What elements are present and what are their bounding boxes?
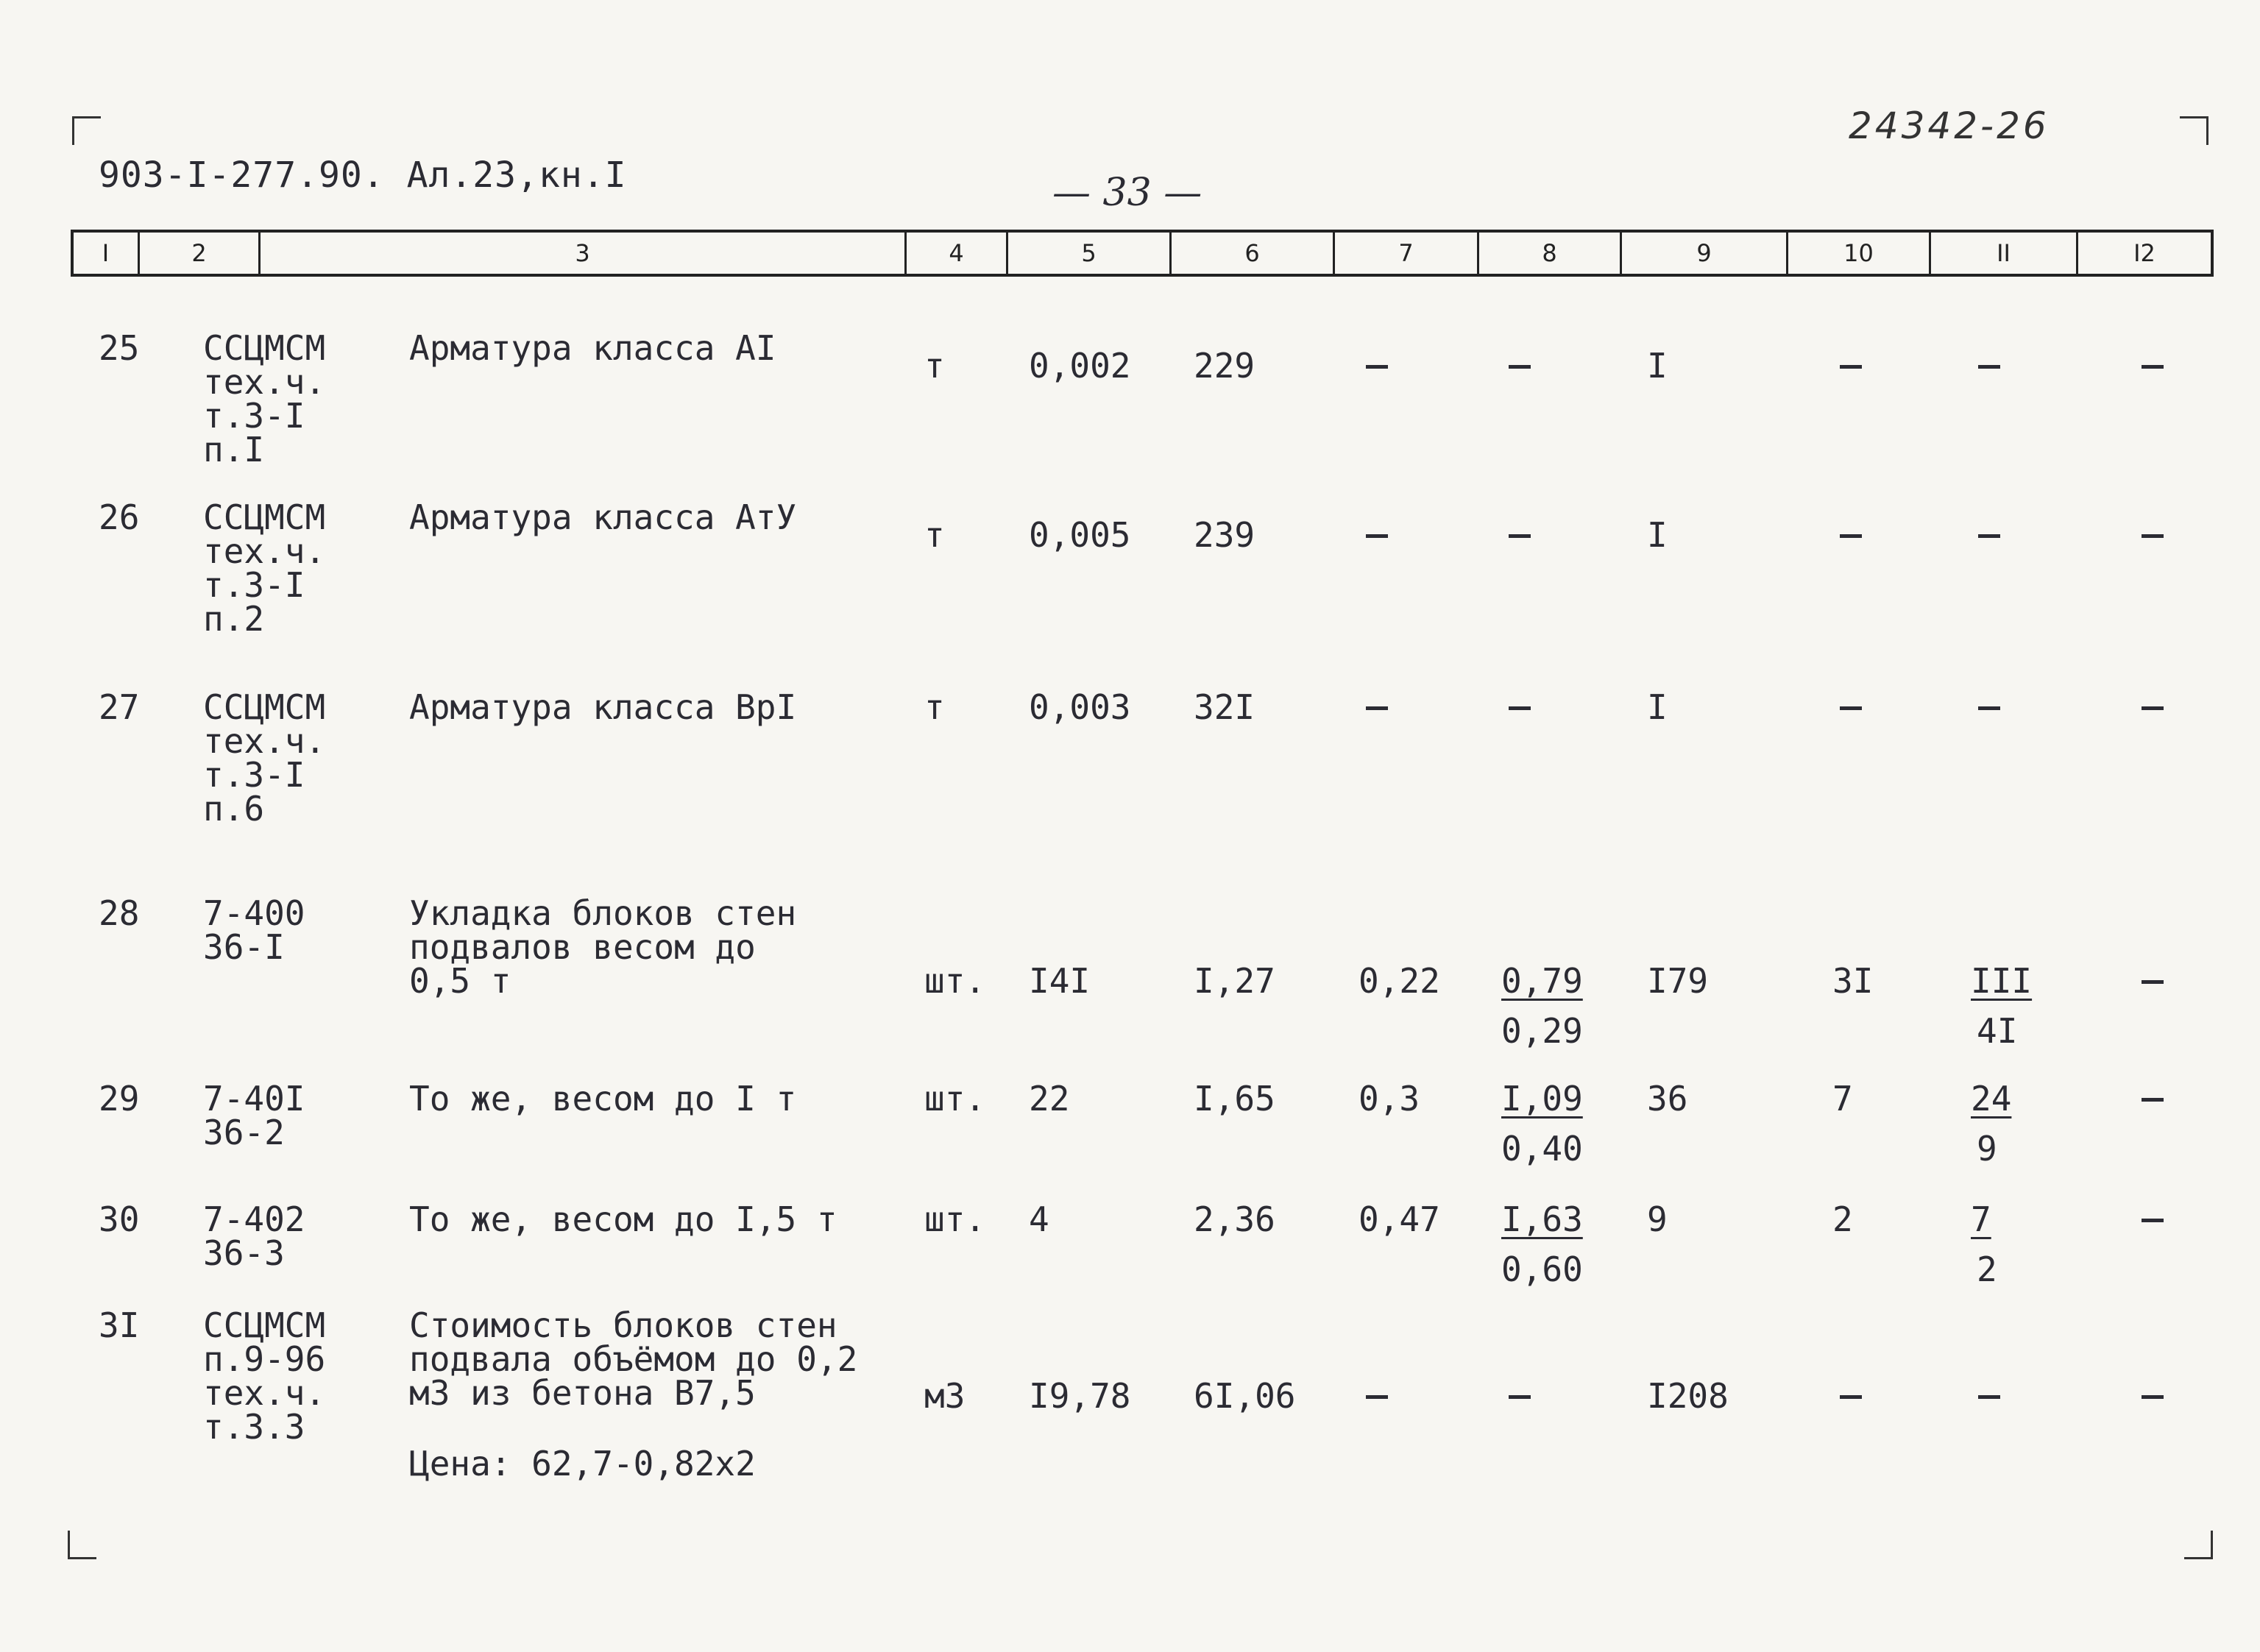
- qty: 0,005: [1029, 515, 1131, 555]
- work-name-line: подвалов весом до: [409, 927, 756, 967]
- col11-top-dash: [1978, 1395, 2000, 1399]
- norm-code-line: т.3.3: [203, 1407, 305, 1447]
- col6-value: 32I: [1194, 687, 1255, 727]
- row-number: 28: [99, 893, 140, 933]
- corner-mark-bottom-left: [68, 1531, 96, 1559]
- row-number: 29: [99, 1079, 140, 1119]
- col7-value-dash: [1366, 706, 1388, 710]
- col8-bottom: 0,40: [1501, 1129, 1583, 1169]
- col8-top: I,09: [1501, 1079, 1583, 1119]
- norm-code-line: тех.ч.: [203, 721, 326, 761]
- col8-top: I,63: [1501, 1199, 1583, 1239]
- qty: I9,78: [1029, 1376, 1131, 1416]
- norm-code-line: ССЦМСМ: [203, 497, 326, 537]
- col8-top-dash: [1509, 365, 1531, 369]
- norm-code-line: ССЦМСМ: [203, 687, 326, 727]
- col9-value: 36: [1647, 1079, 1688, 1119]
- col11-top: 7: [1971, 1199, 1991, 1239]
- norm-code-line: тех.ч.: [203, 531, 326, 571]
- qty: 4: [1029, 1199, 1049, 1239]
- column-header: 4: [907, 233, 1008, 274]
- col9-value: 9: [1647, 1199, 1668, 1239]
- work-name-line: м3 из бетона В7,5: [409, 1373, 756, 1413]
- col9-value: I: [1647, 687, 1668, 727]
- qty: 0,003: [1029, 687, 1131, 727]
- row-number: 27: [99, 687, 140, 727]
- col7-value: 0,3: [1359, 1079, 1420, 1119]
- column-header: 5: [1008, 233, 1172, 274]
- work-name-line: 0,5 т: [409, 961, 511, 1001]
- corner-mark-top-right: [2180, 116, 2208, 145]
- col11-bottom: 9: [1977, 1129, 1997, 1169]
- qty: 0,002: [1029, 346, 1131, 386]
- norm-code-line: т.3-I: [203, 755, 305, 795]
- archive-number: 24342-26: [1849, 104, 2050, 147]
- col11-top-dash: [1978, 365, 2000, 369]
- col10-value: 2: [1832, 1199, 1853, 1239]
- work-name-line: Арматура класса АI: [409, 328, 776, 368]
- norm-code-line: п.2: [203, 599, 265, 639]
- col9-value: I79: [1647, 961, 1709, 1001]
- col7-value: 0,22: [1359, 961, 1440, 1001]
- col12-value-dash: [2142, 365, 2164, 369]
- norm-code-line: ССЦМСМ: [203, 1305, 326, 1345]
- col12-value-dash: [2142, 706, 2164, 710]
- norm-code-line: 7-40I: [203, 1079, 305, 1119]
- col8-top-dash: [1509, 706, 1531, 710]
- col9-value: I208: [1647, 1376, 1729, 1416]
- norm-code-line: п.9-96: [203, 1339, 326, 1379]
- norm-code-line: 36-3: [203, 1233, 285, 1273]
- work-name-line: Стоимость блоков стен: [409, 1305, 837, 1345]
- col8-bottom: 0,29: [1501, 1011, 1583, 1051]
- qty: I4I: [1029, 961, 1091, 1001]
- work-name-line: подвала объёмом до 0,2: [409, 1339, 858, 1379]
- unit: т: [924, 346, 945, 386]
- row-number: 26: [99, 497, 140, 537]
- col6-value: 6I,06: [1194, 1376, 1296, 1416]
- norm-code-line: 36-2: [203, 1113, 285, 1152]
- norm-code-line: ССЦМСМ: [203, 328, 326, 368]
- unit: т: [924, 515, 945, 555]
- column-header: 9: [1622, 233, 1788, 274]
- col10-value-dash: [1840, 365, 1862, 369]
- col9-value: I: [1647, 515, 1668, 555]
- norm-code-line: п.6: [203, 789, 265, 829]
- work-name-line: Арматура класса ВрI: [409, 687, 797, 727]
- table-header-row: [71, 230, 2214, 277]
- page-number: — 33 —: [1052, 171, 1202, 215]
- document-code: 903-I-277.90. Ал.23,кн.I: [99, 155, 627, 196]
- column-header: II: [1931, 233, 2078, 274]
- col6-value: I,65: [1194, 1079, 1275, 1119]
- col10-value: 3I: [1832, 961, 1874, 1001]
- col6-value: 239: [1194, 515, 1255, 555]
- norm-code-line: т.3-I: [203, 396, 305, 436]
- col11-top-dash: [1978, 534, 2000, 538]
- col11-bottom: 2: [1977, 1249, 1997, 1289]
- work-name-line: То же, весом до I т: [409, 1079, 797, 1119]
- col12-value-dash: [2142, 534, 2164, 538]
- column-header: 2: [140, 233, 261, 274]
- col11-top-dash: [1978, 706, 2000, 710]
- row-number: 3I: [99, 1305, 140, 1345]
- col12-value-dash: [2142, 1219, 2164, 1222]
- column-header: 3: [261, 233, 907, 274]
- column-header: 10: [1788, 233, 1931, 274]
- col10-value-dash: [1840, 706, 1862, 710]
- col9-value: I: [1647, 346, 1668, 386]
- col11-top: III: [1971, 961, 2033, 1001]
- row-number: 25: [99, 328, 140, 368]
- col11-bottom: 4I: [1977, 1011, 2018, 1051]
- work-name-line: Арматура класса АтУ: [409, 497, 797, 537]
- column-header: 8: [1479, 233, 1622, 274]
- col7-value-dash: [1366, 1395, 1388, 1399]
- work-name-line: То же, весом до I,5 т: [409, 1199, 837, 1239]
- col6-value: I,27: [1194, 961, 1275, 1001]
- unit: шт.: [924, 1079, 986, 1119]
- col10-value-dash: [1840, 534, 1862, 538]
- norm-code-line: 7-402: [203, 1199, 305, 1239]
- norm-code-line: тех.ч.: [203, 362, 326, 402]
- col11-top: 24: [1971, 1079, 2012, 1119]
- row-number: 30: [99, 1199, 140, 1239]
- qty: 22: [1029, 1079, 1070, 1119]
- work-name-line: Укладка блоков стен: [409, 893, 797, 933]
- col12-value-dash: [2142, 1395, 2164, 1399]
- unit: т: [924, 687, 945, 727]
- column-header: 7: [1335, 233, 1479, 274]
- col10-value-dash: [1840, 1395, 1862, 1399]
- col8-bottom: 0,60: [1501, 1249, 1583, 1289]
- norm-code-line: п.I: [203, 430, 265, 469]
- column-header: I2: [2133, 239, 2155, 267]
- col12-value-dash: [2142, 1098, 2164, 1102]
- col6-value: 2,36: [1194, 1199, 1275, 1239]
- corner-mark-bottom-right: [2184, 1531, 2213, 1559]
- price-note: Цена: 62,7-0,82х2: [409, 1444, 756, 1483]
- norm-code-line: т.3-I: [203, 565, 305, 605]
- col8-top-dash: [1509, 1395, 1531, 1399]
- column-header: 6: [1172, 233, 1335, 274]
- unit: шт.: [924, 1199, 986, 1239]
- col8-top-dash: [1509, 534, 1531, 538]
- col8-top: 0,79: [1501, 961, 1583, 1001]
- col6-value: 229: [1194, 346, 1255, 386]
- col7-value-dash: [1366, 365, 1388, 369]
- col7-value-dash: [1366, 534, 1388, 538]
- col7-value: 0,47: [1359, 1199, 1440, 1239]
- unit: м3: [924, 1376, 966, 1416]
- col12-value-dash: [2142, 980, 2164, 984]
- col10-value: 7: [1832, 1079, 1853, 1119]
- unit: шт.: [924, 961, 986, 1001]
- norm-code-line: 7-400: [203, 893, 305, 933]
- norm-code-line: тех.ч.: [203, 1373, 326, 1413]
- corner-mark-top-left: [72, 116, 101, 145]
- column-header: I: [74, 233, 140, 274]
- norm-code-line: 36-I: [203, 927, 285, 967]
